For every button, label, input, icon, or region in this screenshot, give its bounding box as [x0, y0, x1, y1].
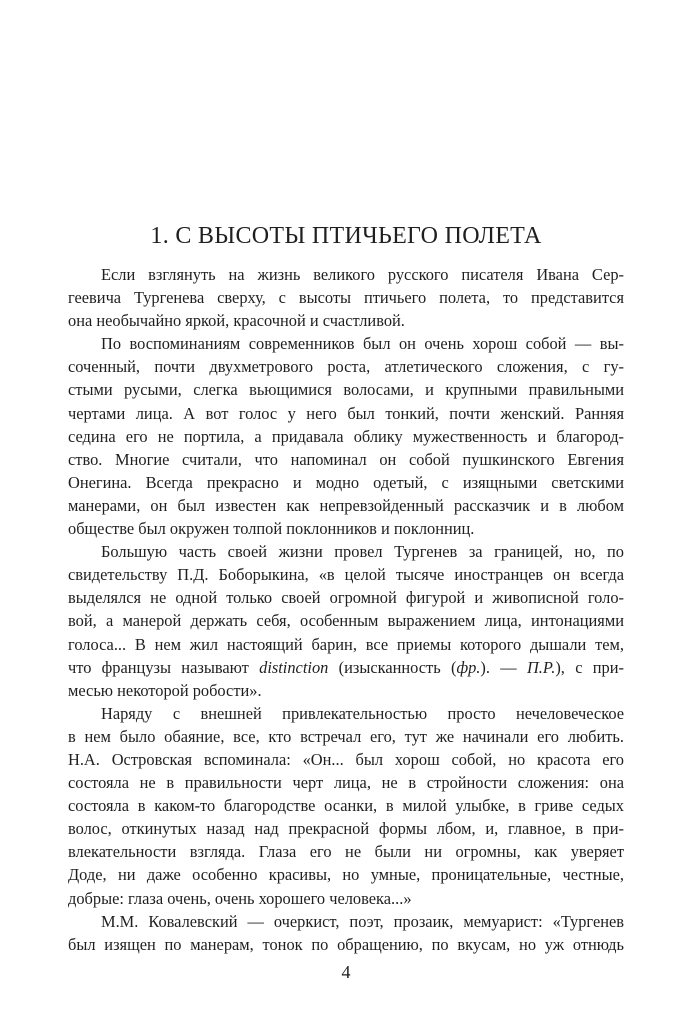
text-line: волос, откинутых назад над прекрасной формы лбом, и, главное, в при- [68, 819, 624, 839]
text-line: она необычайно яркой, красочной и счастливой. [68, 311, 405, 331]
body-text [68, 263, 624, 956]
page-number: 4 [341, 962, 351, 982]
text-line: По воспоминаниям современников был он очень хорош собой — вы- [101, 334, 624, 354]
text-line: в нем было обаяние, все, кто встречал его, тут же начинали его любить. [68, 726, 624, 746]
text-line: состояла в каком-то благородстве осанки, в милой улыбке, в гриве седых [68, 796, 624, 816]
text-line: Онегина. Всегда прекрасно и модно одетый, с изящными светскими [68, 472, 624, 492]
chapter-title: 1. С ВЫСОТЫ ПТИЧЬЕГО ПОЛЕТА [150, 223, 542, 249]
text-line: месью некоторой робости». [68, 680, 262, 700]
book-page [68, 0, 624, 1033]
text-line: манерами, он был известен как непревзойденный рассказчик и в любом [68, 495, 624, 515]
text-line: состояла не в правильности черт лица, не в стройности сложения: она [68, 773, 624, 793]
text-line: свидетельству П.Д. Боборыкина, «в целой тысяче иностранцев он всегда [68, 565, 624, 585]
text-line: ство. Многие считали, что напоминал он собой пушкинского Евгения [68, 449, 624, 469]
text-line: что французы называют distinction (изысканность (фр.). — П.Р.), с при- [68, 657, 624, 677]
text-line: чертами лица. А вот голос у него был тонкий, почти женский. Ранняя [68, 403, 624, 423]
text-line: геевича Тургенева сверху, с высоты птичьего полета, то представится [68, 288, 624, 308]
text-line: обществе был окружен толпой поклонников и поклонниц. [68, 519, 475, 539]
text-line: Доде, ни даже особенно красивы, но умные, проницательные, честные, [68, 865, 624, 885]
text-line: вой, а манерой держать себя, особенным выражением лица, интонациями [68, 611, 624, 631]
text-line: М.М. Ковалевский — очеркист, поэт, прозаик, мемуарист: «Тургенев [101, 911, 624, 931]
text-line: Н.А. Островская вспоминала: «Он... был хорош собой, но красота его [68, 749, 624, 769]
text-line: седина его не портила, а придавала облику мужественность и благород- [68, 426, 624, 446]
text-line: Наряду с внешней привлекательностью просто нечеловеческое [101, 703, 624, 723]
text-line: Если взглянуть на жизнь великого русского писателя Ивана Сер- [101, 265, 624, 284]
text-line: стыми русыми, слегка вьющимися волосами, и крупными правильными [68, 380, 624, 400]
text-line: выделялся не одной только своей огромной фигурой и живописной голо- [68, 588, 624, 608]
text-line: влекательности взгляда. Глаза его не были ни огромны, как уверяет [68, 842, 624, 862]
text-line: был изящен по манерам, тонок по обращению, по вкусам, но уж отнюдь [68, 934, 624, 954]
text-line: Большую часть своей жизни провел Тургенев за границей, но, по [101, 542, 624, 562]
text-line: соченный, почти двухметрового роста, атлетического сложения, с гу- [68, 357, 624, 377]
text-line: голоса... В нем жил настоящий барин, все приемы которого дышали тем, [68, 634, 624, 654]
text-line: добрые: глаза очень, очень хорошего человека...» [68, 888, 412, 908]
